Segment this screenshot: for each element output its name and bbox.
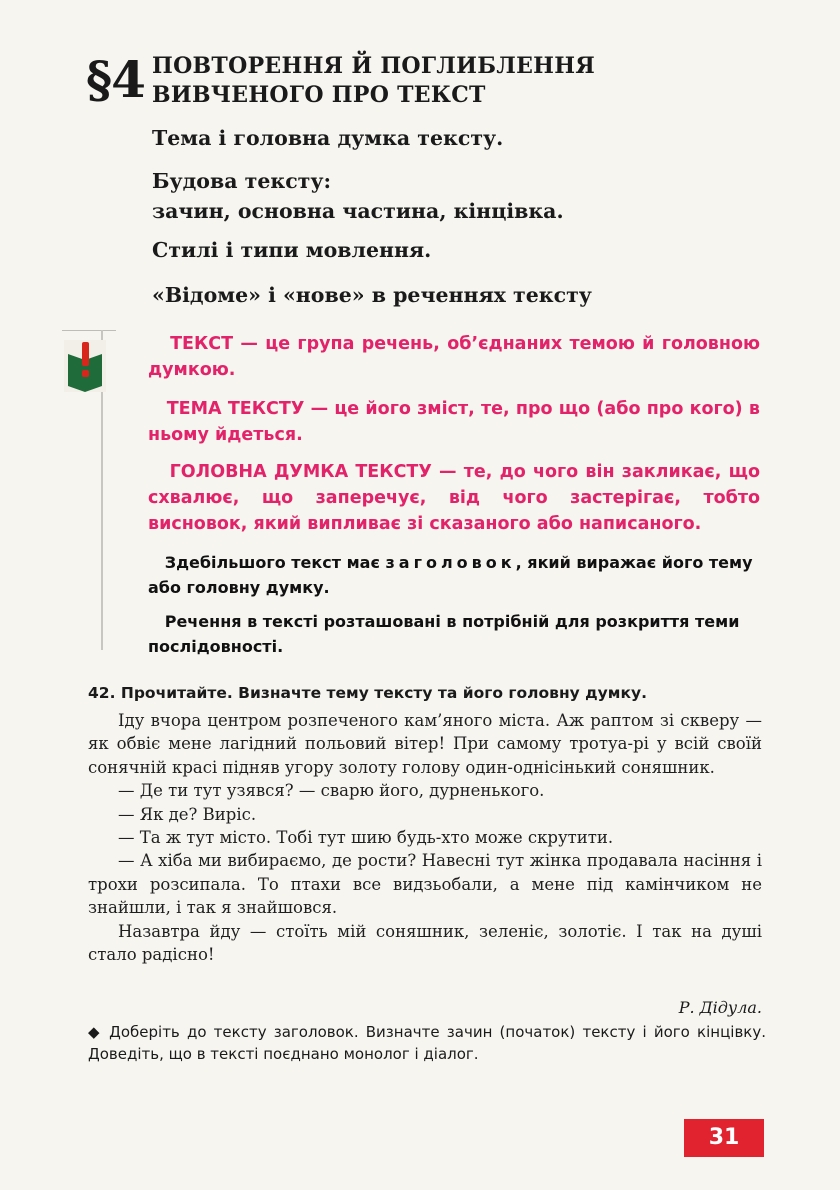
definition-term: ТЕКСТ [170, 334, 234, 354]
topic-styles: Стилі і типи мовлення. [152, 238, 432, 262]
definition-text [148, 331, 760, 383]
topic-structure [152, 166, 564, 226]
note-part: Здебільшого текст має [164, 553, 386, 572]
section-title [152, 52, 595, 110]
dialogue-line: — Та ж тут місто. Тобі тут шию будь-хто може скрутити. [118, 828, 614, 848]
dialogue-line: — Де ти тут узявся? — сварю його, дурненького. [118, 781, 545, 801]
section-title-line-2: ВИВЧЕНОГО ПРО ТЕКСТ [152, 82, 486, 108]
note-title-rule [148, 550, 760, 600]
definition-body: — це група речень, об’єднаних темою й головною думкою. [148, 334, 761, 380]
definition-body: — те, до чого він закликає, що схвалює, що заперечує, від чого застерігає, тобто висновок, який випливає зі сказаного або написаного. [148, 462, 761, 534]
definition-main-idea [148, 459, 760, 537]
note-part: , який виражає його тему або головну думку. [148, 553, 753, 597]
definition-term: ГОЛОВНА ДУМКА ТЕКСТУ [169, 462, 432, 482]
definition-body: — це його зміст, те, про що (або про кого) в ньому йдеться. [148, 399, 760, 445]
exercise-heading: 42. Прочитайте. Визначте тему тексту та його головну думку. [88, 684, 647, 702]
definition-topic [148, 396, 760, 448]
page-number-badge: 31 [684, 1119, 764, 1157]
author-signature: Р. Дідула. [678, 998, 762, 1017]
definition-term: ТЕМА ТЕКСТУ [166, 399, 305, 419]
exercise-text [88, 709, 762, 966]
text-paragraph: Назавтра йду — стоїть мій соняшник, зеленіє, золотіє. І так на душі стало радісно! [88, 921, 762, 965]
text-paragraph: Іду вчора центром розпеченого кам’яного міста. Аж раптом зі скверу — як обвіє мене лагідний польовий вітер! При самому тротуа-рі у всій своїй сонячній красі підняв угору золоту голову один-однісінький соняшник. [88, 711, 762, 777]
topic-known-new: «Відоме» і «нове» в реченнях тексту [152, 283, 592, 307]
task-instruction: ◆ Доберіть до тексту заголовок. Визначте зачин (початок) тексту і його кінцівку. Доведіть, що в тексті поєднано монолог і діалог. [88, 1023, 766, 1063]
dialogue-line: — Як де? Виріс. [118, 804, 257, 824]
note-part: Речення в тексті розташовані в потрібній для розкриття теми послідовності. [148, 612, 740, 656]
topic-structure-heading: Будова тексту: [152, 169, 332, 193]
margin-divider [62, 330, 116, 331]
topic-structure-parts: зачин, основна частина, кінцівка. [152, 199, 564, 223]
dialogue-line: — А хіба ми вибираємо, де рости? Навесні тут жінка продавала насіння і трохи розсипала. То птахи все видзьобали, а мене під камінчиком не знайшли, і так я знайшовся. [88, 851, 762, 918]
note-spaced-word: заголовок [385, 553, 516, 572]
section-title-line-1: ПОВТОРЕННЯ Й ПОГЛИБЛЕННЯ [152, 53, 596, 79]
exclamation-flag-icon [64, 340, 106, 392]
section-number: §4 [86, 50, 145, 109]
topic-main-idea: Тема і головна думка тексту. [152, 126, 504, 150]
note-order-rule [148, 609, 760, 659]
